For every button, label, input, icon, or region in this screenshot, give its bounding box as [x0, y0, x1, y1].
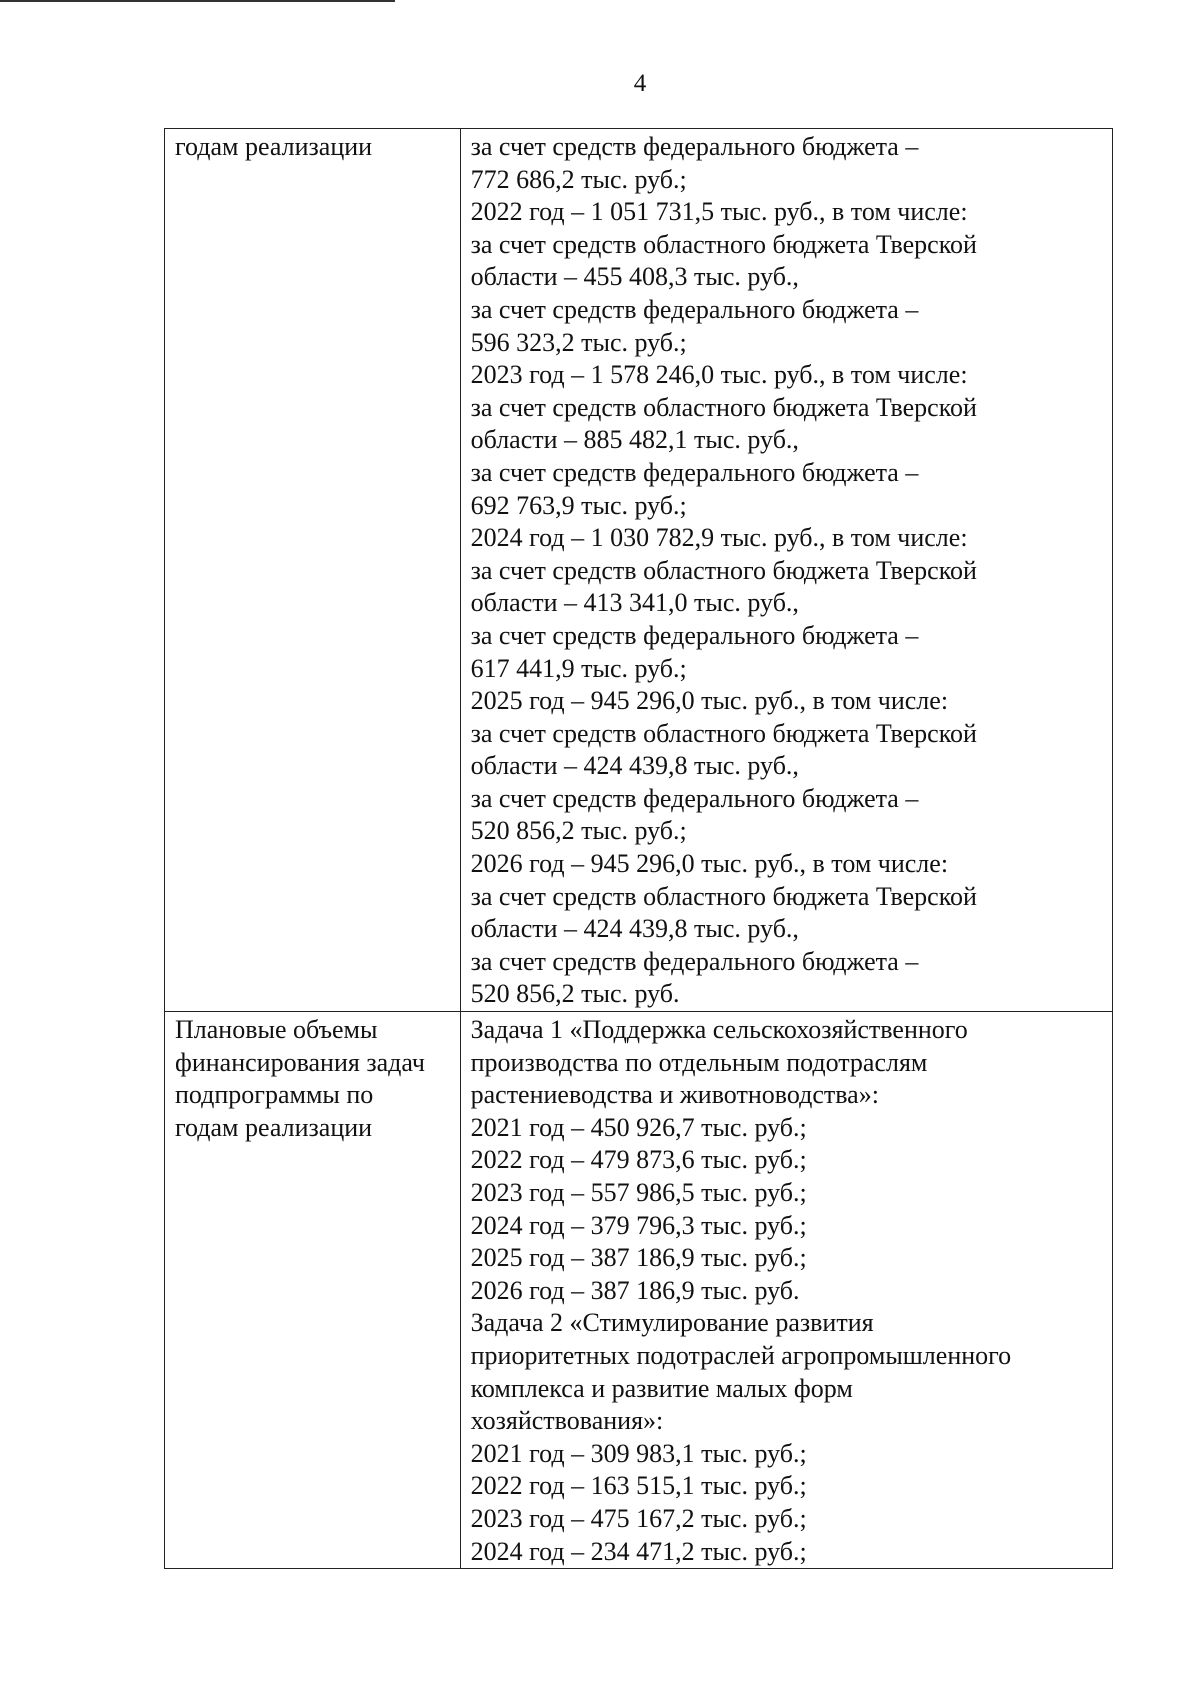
label-line: Плановые объемы	[175, 1015, 378, 1045]
text-line: за счет средств федерального бюджета –	[470, 294, 919, 324]
text-line: области – 424 439,8 тыс. руб.,	[470, 914, 799, 944]
financing-table	[164, 128, 1113, 1569]
text-line: 2024 год – 379 796,3 тыс. руб.;	[470, 1210, 807, 1240]
text-line: области – 885 482,1 тыс. руб.,	[470, 425, 799, 455]
label-line: подпрограммы по	[175, 1080, 374, 1110]
text-line: приоритетных подотраслей агропромышленного	[470, 1340, 1012, 1370]
text-line: 520 856,2 тыс. руб.	[470, 979, 680, 1009]
row-content-cell	[460, 1012, 1112, 1569]
text-line: 2026 год – 387 186,9 тыс. руб.	[470, 1275, 800, 1305]
text-line: за счет средств федерального бюджета –	[470, 457, 919, 487]
text-line: области – 413 341,0 тыс. руб.,	[470, 588, 799, 618]
text-line: 2025 год – 387 186,9 тыс. руб.;	[470, 1243, 807, 1273]
text-line: 2023 год – 475 167,2 тыс. руб.;	[470, 1503, 807, 1533]
text-line: за счет средств федерального бюджета –	[470, 783, 919, 813]
text-line: 2025 год – 945 296,0 тыс. руб., в том числе:	[470, 686, 949, 716]
text-line: хозяйствования»:	[470, 1406, 664, 1436]
text-line: за счет средств областного бюджета Тверской	[470, 229, 977, 259]
text-line: Задача 1 «Поддержка сельскохозяйственного	[470, 1015, 968, 1045]
text-line: за счет средств областного бюджета Тверской	[470, 392, 977, 422]
text-line: 2024 год – 1 030 782,9 тыс. руб., в том числе:	[470, 523, 968, 553]
text-line: области – 424 439,8 тыс. руб.,	[470, 751, 799, 781]
page-number: 4	[633, 70, 647, 97]
table-row	[165, 1012, 1113, 1569]
text-line: 2023 год – 1 578 246,0 тыс. руб., в том числе:	[470, 360, 968, 390]
text-line: 2026 год – 945 296,0 тыс. руб., в том числе:	[470, 849, 949, 879]
text-line: за счет средств федерального бюджета –	[470, 620, 919, 650]
text-line: 617 441,9 тыс. руб.;	[470, 653, 687, 683]
text-line: области – 455 408,3 тыс. руб.,	[470, 262, 799, 292]
text-line: производства по отдельным подотраслям	[470, 1047, 928, 1077]
text-line: 2022 год – 479 873,6 тыс. руб.;	[470, 1145, 807, 1175]
text-line: 772 686,2 тыс. руб.;	[470, 164, 687, 194]
text-line: 2022 год – 163 515,1 тыс. руб.;	[470, 1471, 807, 1501]
row-label-cell	[165, 129, 461, 1012]
row-content-cell	[460, 129, 1112, 1012]
text-line: за счет средств областного бюджета Тверской	[470, 555, 977, 585]
text-line: 692 763,9 тыс. руб.;	[470, 490, 687, 520]
text-line: за счет средств федерального бюджета –	[470, 132, 919, 161]
text-line: 596 323,2 тыс. руб.;	[470, 327, 687, 357]
text-line: 2021 год – 309 983,1 тыс. руб.;	[470, 1438, 807, 1468]
text-line: 2021 год – 450 926,7 тыс. руб.;	[470, 1112, 807, 1142]
table-row	[165, 129, 1113, 1012]
text-line: 520 856,2 тыс. руб.;	[470, 816, 687, 846]
text-line: за счет средств федерального бюджета –	[470, 946, 919, 976]
row-label-cell	[165, 1012, 461, 1569]
text-line: 2024 год – 234 471,2 тыс. руб.;	[470, 1536, 807, 1566]
text-line: комплекса и развитие малых форм	[470, 1373, 853, 1403]
text-line: Задача 2 «Стимулирование развития	[470, 1308, 874, 1338]
text-line: за счет средств областного бюджета Тверской	[470, 718, 977, 748]
label-line: годам реализации	[175, 132, 373, 161]
scan-edge-mark	[0, 0, 395, 2]
text-line: за счет средств областного бюджета Тверской	[470, 881, 977, 911]
label-line: годам реализации	[175, 1112, 373, 1142]
label-line: финансирования задач	[175, 1047, 425, 1077]
text-line: 2022 год – 1 051 731,5 тыс. руб., в том числе:	[470, 197, 968, 227]
text-line: 2023 год – 557 986,5 тыс. руб.;	[470, 1178, 807, 1207]
text-line: растениеводства и животноводства»:	[470, 1080, 879, 1110]
